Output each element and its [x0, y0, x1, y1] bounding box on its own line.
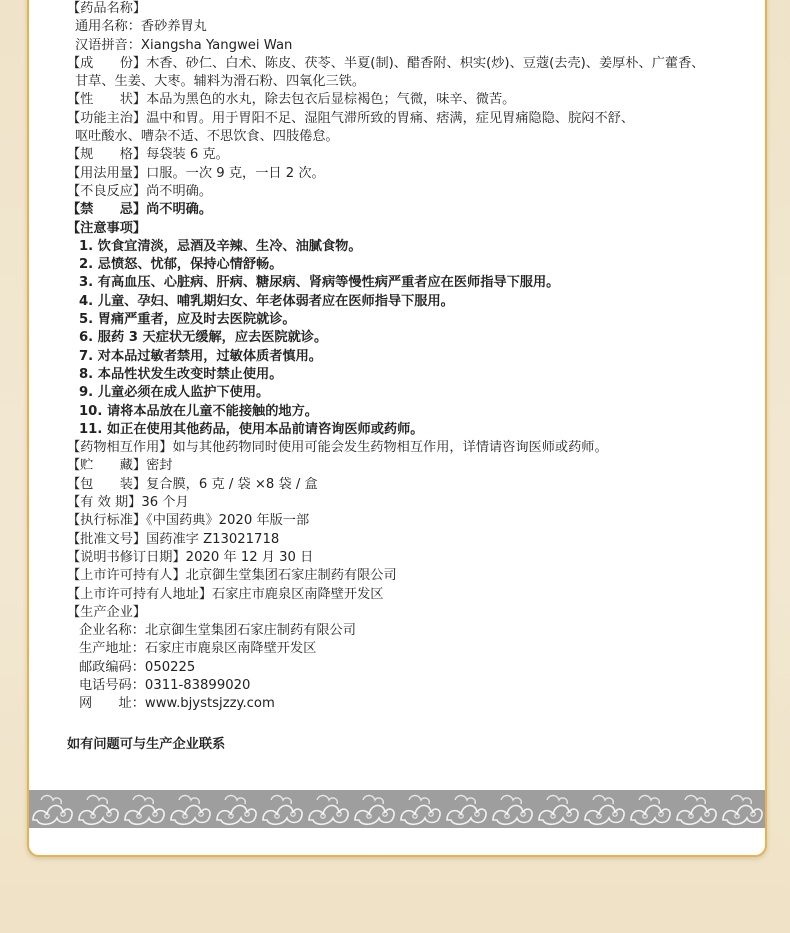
text-line: 【用法用量】口服。一次 9 克，一日 2 次。: [67, 165, 325, 181]
contact-note: 如有问题可与生产企业联系: [67, 736, 226, 752]
text-line: 电话号码：0311-83899020: [79, 677, 251, 693]
text-line: 【功能主治】温中和胃。用于胃阳不足、湿阻气滞所致的胃痛、痞满，症见胃痛隐隐、脘闷不舒、: [67, 110, 635, 126]
text-line: 【药物相互作用】如与其他药物同时使用可能会发生药物相互作用，详情请咨询医师或药师。: [67, 440, 608, 456]
text-line: 【上市许可持有人地址】石家庄市鹿泉区南降壁开发区: [67, 586, 384, 602]
cloud-pattern-icon: [29, 790, 765, 828]
text-line: 【药品名称】: [67, 1, 147, 16]
text-line: 【说明书修订日期】2020 年 12 月 30 日: [67, 549, 314, 565]
text-line: 【生产企业】: [67, 604, 147, 620]
text-line: 【注意事项】: [67, 220, 147, 236]
text-line: 【批准文号】国药准字 Z13021718: [67, 531, 280, 547]
text-line: 甘草、生姜、大枣。辅料为滑石粉、四氧化三铁。: [75, 74, 366, 90]
text-line: 5. 胃痛严重者，应及时去医院就诊。: [79, 312, 296, 328]
text-line: 【成 份】木香、砂仁、白术、陈皮、茯苓、半夏(制)、醋香附、枳实(炒)、豆蔻(去壳)、姜厚朴、广藿香、: [67, 55, 705, 71]
decorative-cloud-border: [29, 790, 765, 828]
text-line: 【性 状】本品为黑色的水丸，除去包衣后显棕褐色；气微，味辛、微苦。: [67, 92, 516, 108]
text-line: 企业名称：北京御生堂集团石家庄制药有限公司: [79, 623, 356, 639]
text-line: 【不良反应】尚不明确。: [67, 183, 213, 199]
text-line: 【包 装】复合膜，6 克 / 袋 ×8 袋 / 盒: [67, 476, 318, 492]
text-line: 10. 请将本品放在儿童不能接触的地方。: [79, 403, 318, 419]
text-line: 【有 效 期】36 个月: [67, 495, 189, 511]
text-line: 9. 儿童必须在成人监护下使用。: [79, 385, 270, 401]
spacer: [67, 714, 745, 732]
text-line: 【禁 忌】尚不明确。: [67, 202, 213, 218]
text-line: 【规 格】每袋装 6 克。: [67, 147, 229, 163]
text-line: 1. 饮食宜清淡，忌酒及辛辣、生冷、油腻食物。: [79, 238, 362, 254]
text-line: 呕吐酸水、嘈杂不适、不思饮食、四肢倦怠。: [75, 129, 339, 145]
instruction-text: [67, 0, 745, 754]
text-line: 汉语拼音：Xiangsha Yangwei Wan: [75, 37, 293, 53]
text-line: 【上市许可持有人】北京御生堂集团石家庄制药有限公司: [67, 568, 397, 584]
instruction-card: [27, 0, 767, 857]
text-line: 2. 忌愤怒、忧郁，保持心情舒畅。: [79, 257, 283, 273]
text-line: 邮政编码：050225: [79, 659, 196, 675]
text-line: 【执行标准】《中国药典》2020 年版一部: [67, 513, 310, 529]
text-line: 【贮 藏】密封: [67, 458, 173, 474]
text-line: 4. 儿童、孕妇、哺乳期妇女、年老体弱者应在医师指导下服用。: [79, 293, 454, 309]
text-line: 8. 本品性状发生改变时禁止使用。: [79, 366, 283, 382]
text-line: 3. 有高血压、心脏病、肝病、糖尿病、肾病等慢性病严重者应在医师指导下服用。: [79, 275, 560, 291]
text-line: 11. 如正在使用其他药品，使用本品前请咨询医师或药师。: [79, 421, 424, 437]
text-line: 网 址：www.bjystsjzzy.com: [79, 696, 275, 712]
text-line: 生产地址：石家庄市鹿泉区南降壁开发区: [79, 641, 317, 657]
text-line: 7. 对本品过敏者禁用，过敏体质者慎用。: [79, 348, 322, 364]
text-line: 通用名称：香砂养胃丸: [75, 19, 207, 35]
text-line: 6. 服药 3 天症状无缓解，应去医院就诊。: [79, 330, 328, 346]
